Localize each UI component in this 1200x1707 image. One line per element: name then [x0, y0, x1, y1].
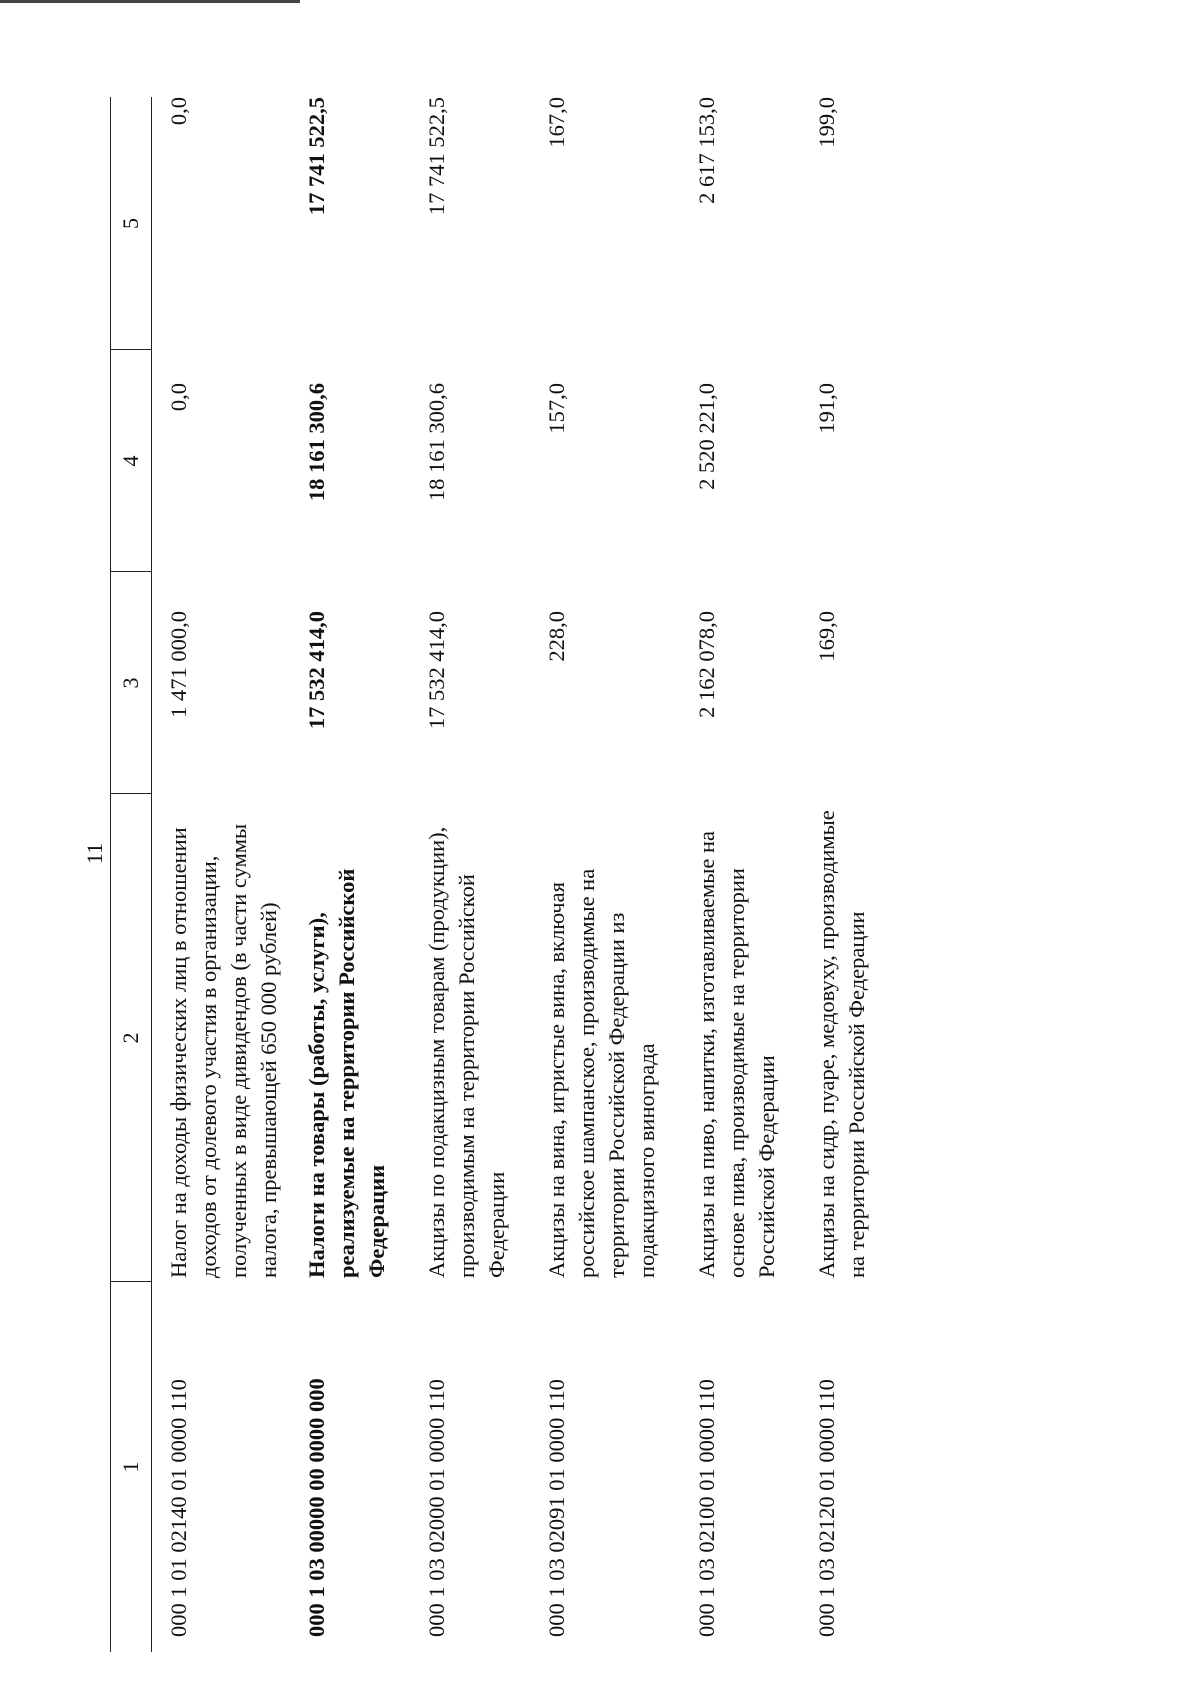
- row-code: 000 1 01 02140 01 0000 110: [166, 1379, 191, 1637]
- table-header: [110, 97, 152, 1652]
- row-value-col3: 1 471 000,0: [166, 611, 191, 718]
- budget-table: [110, 97, 920, 1652]
- row-value-col3: 17 532 414,0: [304, 611, 329, 730]
- row-value-col3: 169,0: [814, 611, 839, 662]
- table-row: [680, 97, 800, 1652]
- row-value-col3: 17 532 414,0: [424, 611, 449, 730]
- table-row: [800, 97, 920, 1652]
- row-name: Налог на доходы физических лиц в отношении доходов от долевого участия в организации, полученных в виде дивидендов (в части суммы налога, превышающей 650 000 рублей): [166, 823, 281, 1278]
- column-header-4: 4: [118, 455, 143, 467]
- row-value-col5: 17 741 522,5: [424, 97, 449, 216]
- table-row: [290, 97, 410, 1652]
- row-code: 000 1 03 02091 01 0000 110: [544, 1379, 569, 1637]
- table-row: [410, 97, 530, 1652]
- row-name: Акцизы на сидр, пуаре, медовуху, производимые на территории Российской Федерации: [814, 810, 869, 1278]
- row-name: Налоги на товары (работы, услуги), реализуемые на территории Российской Федерации: [304, 868, 389, 1278]
- row-value-col4: 2 520 221,0: [694, 383, 719, 490]
- row-value-col3: 228,0: [544, 611, 569, 662]
- column-header-1: 1: [118, 1461, 143, 1473]
- row-value-col5: 0,0: [166, 97, 191, 126]
- column-header-2: 2: [118, 1032, 143, 1044]
- row-value-col4: 191,0: [814, 383, 839, 434]
- row-value-col4: 0,0: [166, 383, 191, 412]
- row-name: Акцизы на вина, игристые вина, включая российское шампанское, производимые на территории Российской Федерации из подакцизного винограда: [544, 868, 659, 1278]
- page-number: 11: [82, 842, 107, 865]
- row-code: 000 1 03 00000 00 0000 000: [304, 1378, 329, 1637]
- row-value-col4: 18 161 300,6: [304, 383, 329, 502]
- row-code: 000 1 03 02000 01 0000 110: [424, 1379, 449, 1637]
- column-header-3: 3: [118, 677, 143, 689]
- row-value-col5: 199,0: [814, 97, 839, 148]
- row-value-col5: 17 741 522,5: [304, 97, 329, 216]
- table-row: [530, 97, 680, 1652]
- table-row: [152, 97, 290, 1652]
- row-name: Акцизы на пиво, напитки, изготавливаемые на основе пива, производимые на территории Российской Федерации: [694, 830, 779, 1278]
- row-value-col5: 2 617 153,0: [694, 97, 719, 204]
- row-name: Акцизы по подакцизным товарам (продукции), производимым на территории Российской Федерации: [424, 826, 509, 1278]
- row-value-col4: 18 161 300,6: [424, 383, 449, 502]
- row-value-col5: 167,0: [544, 97, 569, 148]
- row-code: 000 1 03 02120 01 0000 110: [814, 1379, 839, 1637]
- column-header-5: 5: [118, 218, 143, 229]
- row-code: 000 1 03 02100 01 0000 110: [694, 1379, 719, 1637]
- row-value-col3: 2 162 078,0: [694, 611, 719, 718]
- row-value-col4: 157,0: [544, 383, 569, 434]
